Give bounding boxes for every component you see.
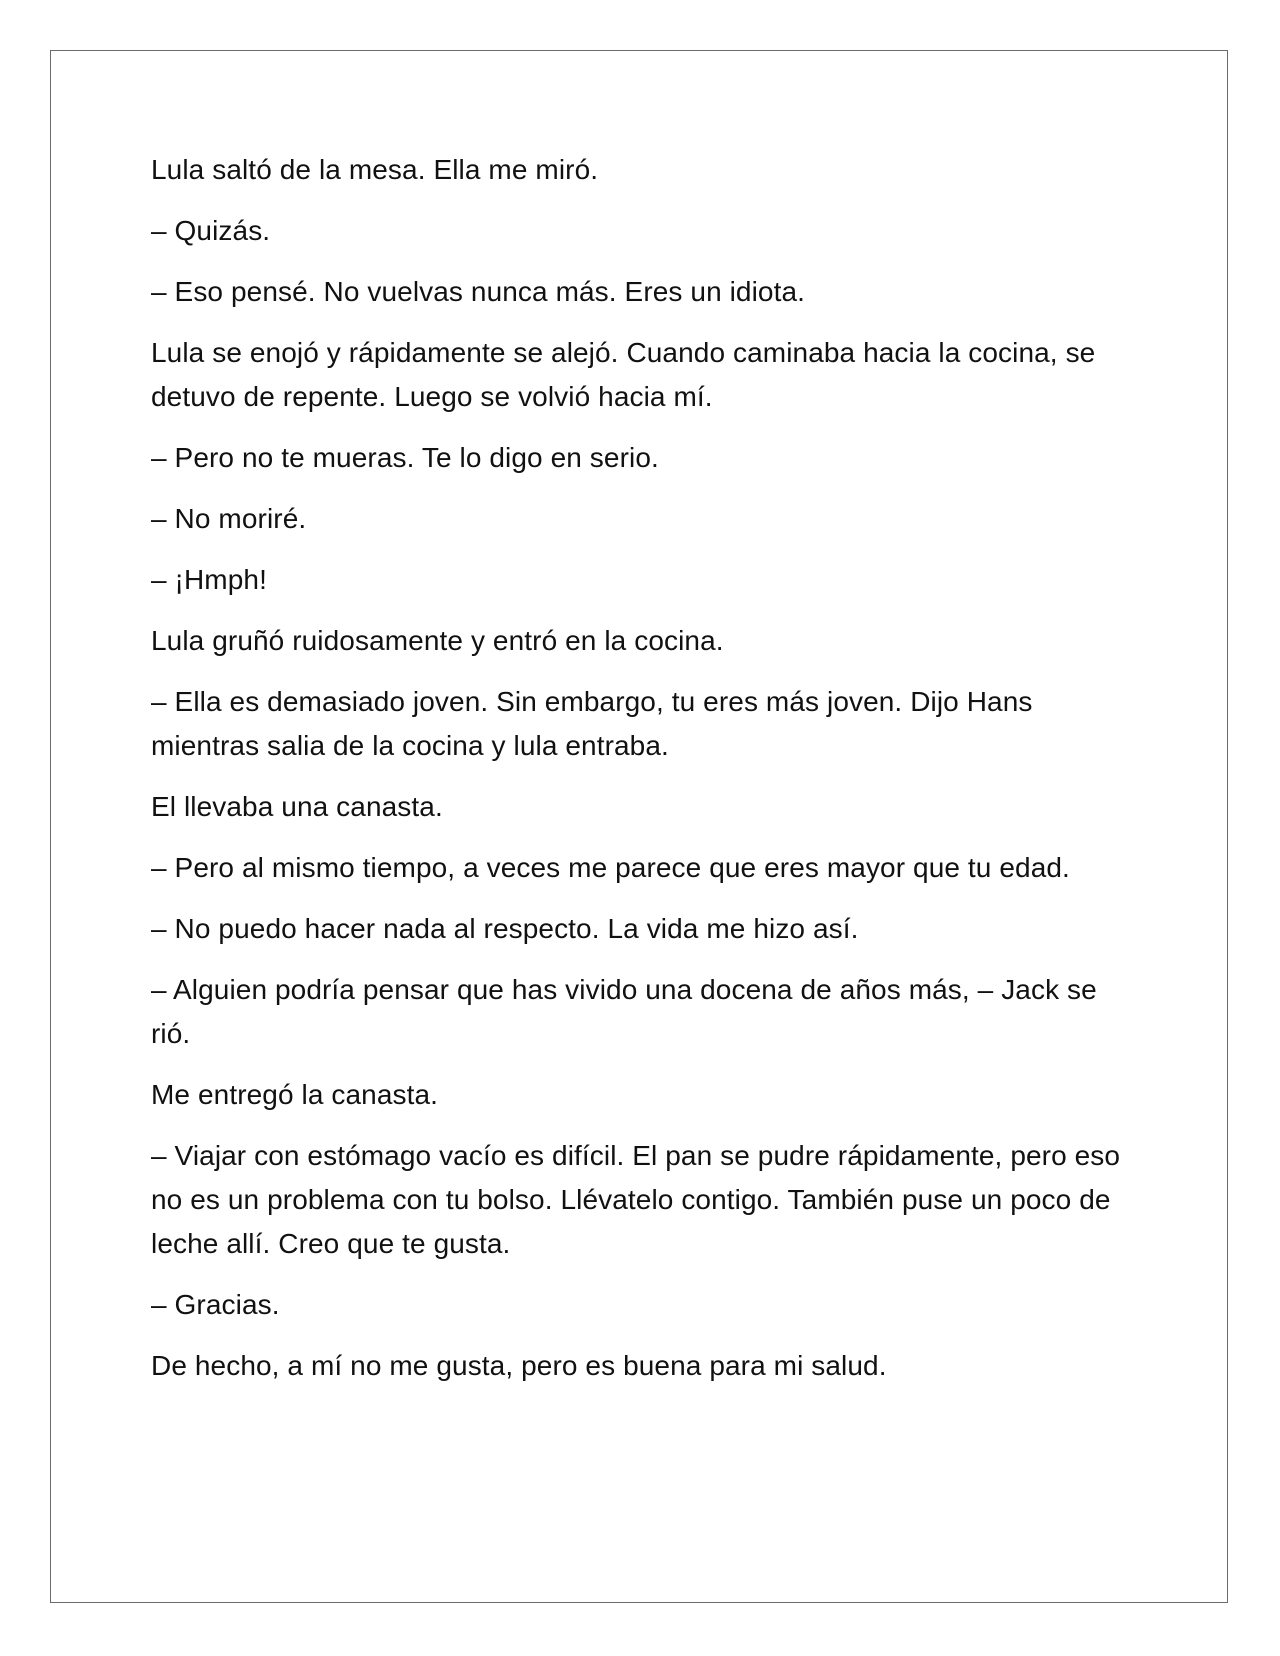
paragraph: – No puedo hacer nada al respecto. La vida me hizo así. [151, 913, 859, 944]
paragraph: – Alguien podría pensar que has vivido una docena de años más, – Jack se rió. [151, 974, 1097, 1049]
paragraph: – Gracias. [151, 1289, 280, 1320]
paragraph: Lula saltó de la mesa. Ella me miró. [151, 154, 599, 185]
paragraph: El llevaba una canasta. [151, 791, 443, 822]
paragraph: De hecho, a mí no me gusta, pero es buena para mi salud. [151, 1350, 887, 1381]
paragraph: Lula se enojó y rápidamente se alejó. Cuando caminaba hacia la cocina, se detuvo de repente. Luego se volvió hacia mí. [151, 337, 1096, 412]
paragraph: – Ella es demasiado joven. Sin embargo, tu eres más joven. Dijo Hans mientras salia de la cocina y lula entraba. [151, 686, 1033, 761]
paragraph: Me entregó la canasta. [151, 1079, 439, 1110]
document-body [151, 148, 1131, 1405]
paragraph: – Eso pensé. No vuelvas nunca más. Eres un idiota. [151, 276, 806, 307]
paragraph: – Pero no te mueras. Te lo digo en serio. [151, 442, 659, 473]
paragraph: – Quizás. [151, 215, 271, 246]
paragraph: – ¡Hmph! [151, 564, 267, 595]
paragraph: Lula gruñó ruidosamente y entró en la cocina. [151, 625, 724, 656]
paragraph: – No moriré. [151, 503, 307, 534]
paragraph: – Pero al mismo tiempo, a veces me parece que eres mayor que tu edad. [151, 852, 1070, 883]
paragraph: – Viajar con estómago vacío es difícil. El pan se pudre rápidamente, pero eso no es un problema con tu bolso. Llévatelo contigo. También puse un poco de leche allí. Creo que te gusta. [151, 1140, 1121, 1259]
